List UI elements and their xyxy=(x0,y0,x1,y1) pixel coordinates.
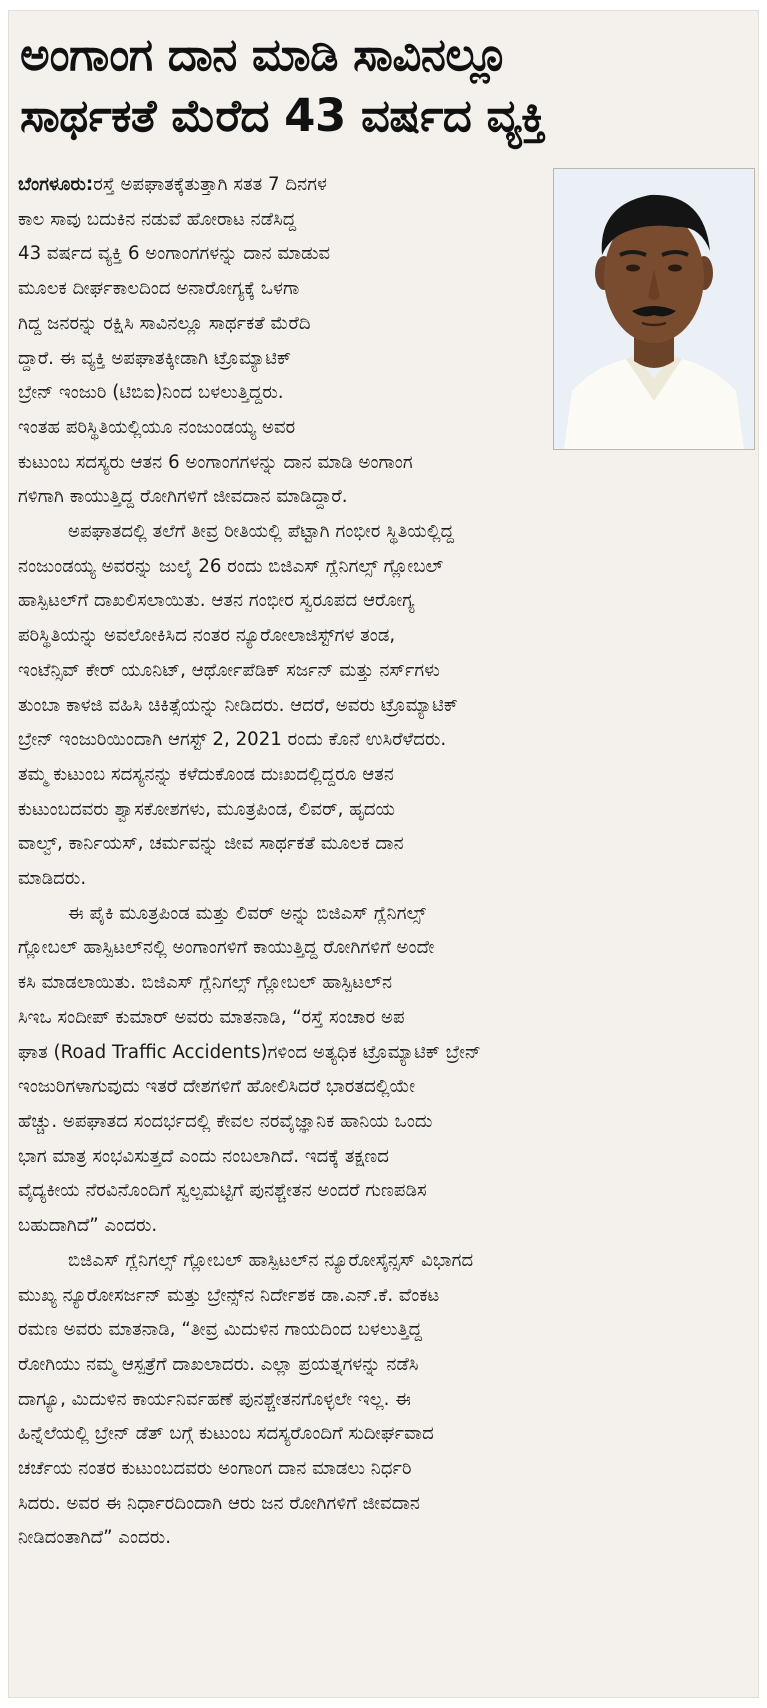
body-line: ರೋಗಿಯು ನಮ್ಮ ಆಸ್ಪತ್ರೆಗೆ ದಾಖಲಾದರು. ಎಲ್ಲಾ ಪ್ರಯತ್ನಗಳನ್ನು ನಡೆಸಿ xyxy=(18,1353,419,1375)
body-line: ಇಂತಹ ಪರಿಸ್ಥಿತಿಯಲ್ಲಿಯೂ ನಂಜುಂಡಯ್ಯ ಅವರ xyxy=(18,416,296,438)
body-line: ಚರ್ಚೆಯ ನಂತರ ಕುಟುಂಬದವರು ಅಂಗಾಂಗ ದಾನ ಮಾಡಲು ನಿರ್ಧರಿ xyxy=(18,1458,412,1480)
body-line: ಮುಖ್ಯ ನ್ಯೂರೋಸರ್ಜನ್ ಮತ್ತು ಬ್ರೇನ್ಸ್‌ನ ನಿರ್ದೇಶಕ ಡಾ.ಎನ್.ಕೆ. ವೆಂಕಟ xyxy=(18,1284,440,1306)
body-line: ಗಿದ್ದ ಜನರನ್ನು ರಕ್ಷಿಸಿ ಸಾವಿನಲ್ಲೂ ಸಾರ್ಥಕತೆ ಮೆರೆದಿ xyxy=(18,312,311,334)
article-body xyxy=(18,168,753,1556)
body-line: ಬೆಂಗಳೂರು:ರಸ್ತೆ ಅಪಘಾತಕ್ಕೆತುತ್ತಾಗಿ ಸತತ 7 ದಿನಗಳ xyxy=(18,174,327,195)
body-line: ವಾಲ್ವ್, ಕಾರ್ನಿಯಸ್, ಚರ್ಮವನ್ನು ಜೀವ ಸಾರ್ಥಕತೆ ಮೂಲಕ ದಾನ xyxy=(18,833,404,855)
body-line: ಕುಟುಂಬದವರು ಶ್ವಾಸಕೋಶಗಳು, ಮೂತ್ರಪಿಂಡ, ಲಿವರ್, ಹೃದಯ xyxy=(18,798,396,820)
body-line: ಕಸಿ ಮಾಡಲಾಯಿತು. ಬಿಜಿಎಸ್ ಗ್ಲೆನಿಗಲ್ಸ್ ಗ್ಲೋಬಲ್ ಹಾಸ್ಪಿಟಲ್‌ನ xyxy=(18,972,393,994)
body-line: ಕಾಲ ಸಾವು ಬದುಕಿನ ನಡುವೆ ಹೋರಾಟ ನಡೆಸಿದ್ದ xyxy=(18,208,297,230)
body-line: ಬಿಜಿಎಸ್ ಗ್ಲೆನಿಗಲ್ಸ್ ಗ್ಲೋಬಲ್ ಹಾಸ್ಪಿಟಲ್‌ನ ನ್ಯೂರೋಸೈನ್ಸಸ್ ವಿಭಾಗದ xyxy=(68,1249,474,1271)
body-line: 43 ವರ್ಷದ ವ್ಯಕ್ತಿ 6 ಅಂಗಾಂಗಗಳನ್ನು ದಾನ ಮಾಡುವ xyxy=(18,243,331,265)
body-line: ವೈದ್ಯಕೀಯ ನೆರವಿನೊಂದಿಗೆ ಸ್ವಲ್ಪಮಟ್ಟಿಗೆ ಪುನಶ್ಚೇತನ ಅಂದರೆ ಗುಣಪಡಿಸ xyxy=(18,1180,427,1202)
headline-line-2: ಸಾರ್ಥಕತೆ ಮೆರೆದ 43 ವರ್ಷದ ವ್ಯಕ್ತಿ xyxy=(20,89,546,142)
body-line: ದಾಗ್ಯೂ, ಮಿದುಳಿನ ಕಾರ್ಯನಿರ್ವಹಣೆ ಪುನಶ್ಚೇತನಗೊಳ್ಳಲೇ ಇಲ್ಲ. ಈ xyxy=(18,1388,411,1410)
body-line: ಹಿನ್ನೆಲೆಯಲ್ಲಿ ಬ್ರೇನ್ ಡೆತ್ ಬಗ್ಗೆ ಕುಟುಂಬ ಸದಸ್ಯರೊಂದಿಗೆ ಸುದೀರ್ಘವಾದ xyxy=(18,1423,434,1445)
body-line: ಕುಟುಂಬ ಸದಸ್ಯರು ಆತನ 6 ಅಂಗಾಂಗಗಳನ್ನು ದಾನ ಮಾಡಿ ಅಂಗಾಂಗ xyxy=(18,451,413,473)
body-line: ಪರಿಸ್ಥಿತಿಯನ್ನು ಅವಲೋಕಿಸಿದ ನಂತರ ನ್ಯೂರೋಲಾಜಿಸ್ಟ್‌ಗಳ ತಂಡ, xyxy=(18,625,396,647)
body-line: ಬ್ರೇನ್ ಇಂಜುರಿ (ಟಿಬಿಐ)ನಿಂದ ಬಳಲುತ್ತಿದ್ದರು. xyxy=(18,382,284,404)
body-line: ಹೆಚ್ಚು. ಅಪಘಾತದ ಸಂದರ್ಭದಲ್ಲಿ ಕೇವಲ ನರವೈಜ್ಞಾನಿಕ ಹಾನಿಯ ಒಂದು xyxy=(18,1110,433,1132)
body-line: ದ್ದಾರೆ. ಈ ವ್ಯಕ್ತಿ ಅಪಘಾತಕ್ಕೀಡಾಗಿ ಟ್ರೊಮ್ಯಾಟಿಕ್ xyxy=(18,347,292,369)
body-line: ಸಿಇಒ ಸಂದೀಪ್ ಕುಮಾರ್ ಅವರು ಮಾತನಾಡಿ, “ರಸ್ತೆ ಸಂಚಾರ ಅಪ xyxy=(18,1006,405,1028)
body-line: ತುಂಬಾ ಕಾಳಜಿ ವಹಿಸಿ ಚಿಕಿತ್ಸೆಯನ್ನು ನೀಡಿದರು. ಆದರೆ, ಅವರು ಟ್ರೊಮ್ಯಾಟಿಕ್ xyxy=(18,694,458,716)
body-line: ಬ್ರೇನ್ ಇಂಜುರಿಯಿಂದಾಗಿ ಆಗಸ್ಟ್ 2, 2021 ರಂದು ಕೊನೆ ಉಸಿರೆಳೆದರು. xyxy=(18,729,447,751)
body-line: ಹಾಸ್ಪಿಟಲ್‌ಗೆ ದಾಖಲಿಸಲಾಯಿತು. ಆತನ ಗಂಭೀರ ಸ್ವರೂಪದ ಆರೋಗ್ಯ xyxy=(18,590,415,612)
body-line: ಇಂಟೆನ್ಸಿವ್ ಕೇರ್ ಯೂನಿಟ್, ಆರ್ಥೋಪೆಡಿಕ್ ಸರ್ಜನ್ ಮತ್ತು ನರ್ಸ್‌ಗಳು xyxy=(18,659,440,681)
body-line: ನಂಜುಂಡಯ್ಯ ಅವರನ್ನು ಜುಲೈ 26 ರಂದು ಬಿಜಿಎಸ್ ಗ್ಲೆನಿಗಲ್ಸ್ ಗ್ಲೋಬಲ್ xyxy=(18,555,444,577)
body-line: ಘಾತ (Road Traffic Accidents)ಗಳಿಂದ ಅತ್ಯಧಿಕ ಟ್ರೊಮ್ಯಾಟಿಕ್ ಬ್ರೇನ್ xyxy=(18,1041,481,1063)
body-line: ರಮಣ ಅವರು ಮಾತನಾಡಿ, “ತೀವ್ರ ಮಿದುಳಿನ ಗಾಯದಿಂದ ಬಳಲುತ್ತಿದ್ದ xyxy=(18,1319,423,1341)
body-line: ನೀಡಿದಂತಾಗಿದೆ” ಎಂದರು. xyxy=(18,1527,171,1549)
body-line: ಬಹುದಾಗಿದೆ” ಎಂದರು. xyxy=(18,1215,158,1237)
headline xyxy=(20,24,750,146)
body-line: ಅಪಘಾತದಲ್ಲಿ ತಲೆಗೆ ತೀವ್ರ ರೀತಿಯಲ್ಲಿ ಪೆಟ್ಟಾಗಿ ಗಂಭೀರ ಸ್ಥಿತಿಯಲ್ಲಿದ್ದ xyxy=(68,521,455,543)
body-line: ಮಾಡಿದರು. xyxy=(18,868,87,890)
body-line: ಮೂಲಕ ದೀರ್ಘಕಾಲದಿಂದ ಅನಾರೋಗ್ಯಕ್ಕೆ ಒಳಗಾ xyxy=(18,278,300,300)
body-line: ತಮ್ಮ ಕುಟುಂಬ ಸದಸ್ಯನನ್ನು ಕಳೆದುಕೊಂಡ ದುಃಖದಲ್ಲಿದ್ದರೂ ಆತನ xyxy=(18,763,395,785)
body-line: ಇಂಜುರಿಗಳಾಗುವುದು ಇತರೆ ದೇಶಗಳಿಗೆ ಹೋಲಿಸಿದರೆ ಭಾರತದಲ್ಲಿಯೇ xyxy=(18,1076,416,1098)
headline-line-1: ಅಂಗಾಂಗ ದಾನ ಮಾಡಿ ಸಾವಿನಲ್ಲೂ xyxy=(20,28,509,81)
body-line: ಭಾಗ ಮಾತ್ರ ಸಂಭವಿಸುತ್ತದೆ ಎಂದು ನಂಬಲಾಗಿದೆ. ಇದಕ್ಕೆ ತಕ್ಷಣದ xyxy=(18,1145,389,1167)
body-line: ಸಿದರು. ಅವರ ಈ ನಿರ್ಧಾರದಿಂದಾಗಿ ಆರು ಜನ ರೋಗಿಗಳಿಗೆ ಜೀವದಾನ xyxy=(18,1492,420,1514)
body-line: ಗಳಿಗಾಗಿ ಕಾಯುತ್ತಿದ್ದ ರೋಗಿಗಳಿಗೆ ಜೀವದಾನ ಮಾಡಿದ್ದಾರೆ. xyxy=(18,486,348,508)
body-line: ಗ್ಲೋಬಲ್ ಹಾಸ್ಪಿಟಲ್‌ನಲ್ಲಿ ಅಂಗಾಂಗಳಿಗೆ ಕಾಯುತ್ತಿದ್ದ ರೋಗಿಗಳಿಗೆ ಅಂದೇ xyxy=(18,937,435,959)
body-line: ಈ ಪೈಕಿ ಮೂತ್ರಪಿಂಡ ಮತ್ತು ಲಿವರ್ ಅನ್ನು ಬಿಜಿಎಸ್ ಗ್ಲೆನಿಗಲ್ಸ್ xyxy=(68,902,426,924)
dateline: ಬೆಂಗಳೂರು: xyxy=(18,174,94,195)
